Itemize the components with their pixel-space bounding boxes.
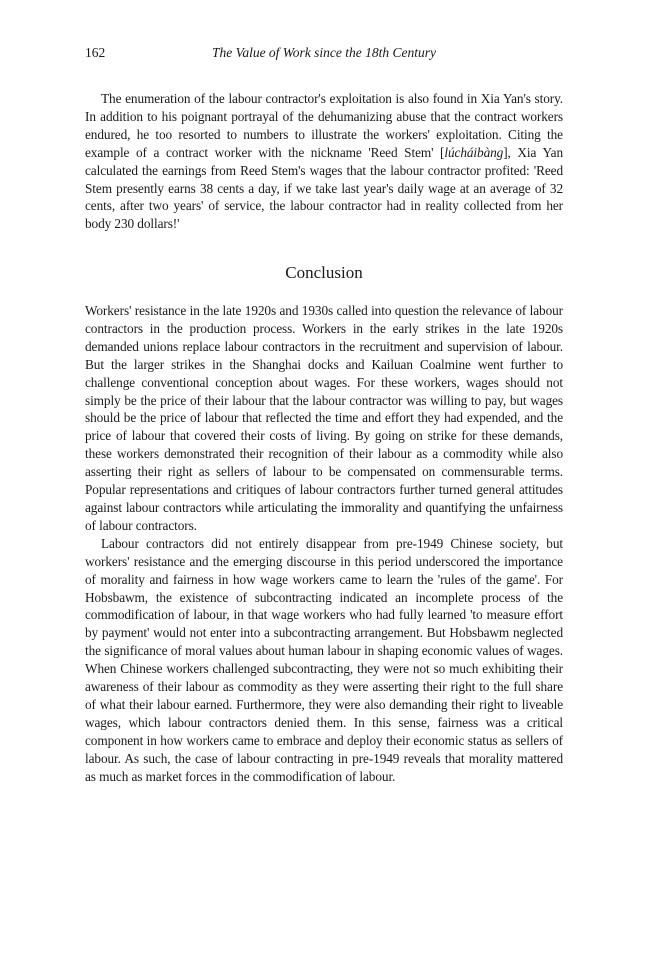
intro-paragraph-part2: ], Xia Yan calculated the earnings from Reed Stem's wages that the labour contractor profited: 'Reed Stem presently earns 38 cents a day, if we take last year's daily wage at an average of 32 cents, after two years' of service, the labour contractor had in reality collected from her body 230 dollars!' xyxy=(85,144,564,232)
section-heading: Conclusion xyxy=(285,263,363,282)
conclusion-text-block xyxy=(85,302,563,785)
intro-paragraph xyxy=(85,90,563,233)
conclusion-paragraph-2: Labour contractors did not entirely disappear from pre-1949 Chinese society, but workers' resistance and the emerging discourse in this period underscored the importance of morality and fairness in how wage workers came to learn the 'rules of the game'. For Hobsbawm, the existence of subcontracting indicated an incomplete process of the commodification of labour, in that wage workers who had fully learned 'to measure effort by payment' would not enter into a subcontracting arrangement. But Hobsbawm neglected the significance of moral values about human labour in shaping economic values of wages. When Chinese workers challenged subcontracting, they were not so much exhibiting their awareness of their labour as commodity as they were asserting their right to the full share of what their labour earned. Furthermore, they were also demanding their right to liveable wages, which labour contractors denied them. In this sense, fairness was a critical component in how workers came to embrace and deploy their economic status as sellers of labour. As such, the case of labour contracting in pre-1949 reveals that morality mattered as much as market forces in the commodification of labour. xyxy=(85,535,563,784)
conclusion-paragraph-1: Workers' resistance in the late 1920s and 1930s called into question the relevance of labour contractors in the production process. Workers in the early strikes in the late 1920s demanded unions replace labour contractors in the recruitment and supervision of labour. But the larger strikes in the Shanghai docks and Kailuan Coalmine went further to challenge conventional conception about wages. For these workers, wages should not simply be the price of their labour that the labour contractor was willing to pay, but wages should be the price of labour that reflected the time and effort they had expended, and the price of labour that covered their costs of living. By going on strike for these demands, these workers demonstrated their recognition of their labour as a commodity while also asserting their right as sellers of labour to be compensated on commensurable terms. Popular representations and critiques of labour contractors further turned general attitudes against labour contractors while articulating the immorality and quantifying the unfairness of labour contractors. xyxy=(85,303,563,533)
intro-text-block xyxy=(85,90,563,233)
pinyin-nickname: lúcháibàng xyxy=(444,144,504,160)
page-number: 162 xyxy=(85,45,106,60)
running-title: The Value of Work since the 18th Century xyxy=(211,45,437,60)
page-header xyxy=(85,45,563,65)
intro-paragraph-part1: The enumeration of the labour contractor's exploitation is also found in Xia Yan's story. In addition to his poignant portrayal of the dehumanizing abuse that the contract workers endured, he too resorted to numbers to illustrate the workers' exploitation. Citing the example of a contract worker with the nickname 'Reed Stem' [ xyxy=(85,91,563,160)
